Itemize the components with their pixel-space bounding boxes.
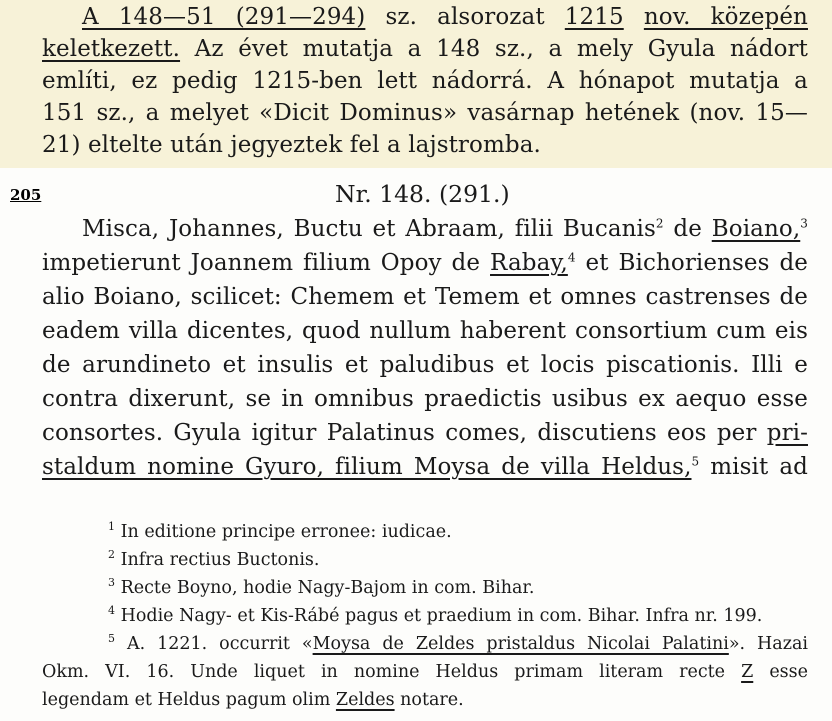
body-line-1: Misca, Johannes, Buctu et Abraam, filii Bucanis$^2$ de Boiano,$^3$ (82, 216, 808, 242)
footnote-5: $^5$ A. 1221. occurrit «Moysa de Zeldes pristaldus Nicolai Palatini». Hazai (108, 632, 808, 654)
intro-line-5: 21) eltelte után jegyeztek fel a lajstromba. (42, 132, 541, 158)
body-line-5: de arundineto et insulis et paludibus et locis piscationis. Illi e (42, 352, 808, 378)
intro-line-3: említi, ez pedig 1215-ben lett nádorrá. A hónapot mutatja a (42, 68, 808, 94)
intro-line-1: A 148—51 (291—294) sz. alsorozat 1215 nov. közepén (82, 4, 808, 30)
document-title: Nr. 148. (291.) (335, 180, 510, 208)
footnote-1: $^1$ In editione principe erronee: iudicae. (108, 520, 452, 542)
intro-line-2: keletkezett. Az évet mutatja a 148 sz., a mely Gyula nádort (42, 36, 808, 62)
footnote-5-line-3: legendam et Heldus pagum olim Zeldes notare. (42, 690, 464, 710)
body-line-4: eadem villa dicentes, quod nullum haberent consortium cum eis (42, 318, 808, 344)
body-line-7: consortes. Gyula igitur Palatinus comes, discutiens eos per pri- (42, 420, 808, 446)
body-line-2: impetierunt Joannem filium Opoy de Rabay,$^4$ et Bichorienses de (42, 250, 808, 276)
footnote-3: $^3$ Recte Boyno, hodie Nagy-Bajom in com. Bihar. (108, 576, 535, 598)
footnote-4: $^4$ Hodie Nagy- et Kis-Rábé pagus et praedium in com. Bihar. Infra nr. 199. (108, 604, 763, 626)
body-line-6: contra dixerunt, se in omnibus praedictis usibus ex aequo esse (42, 386, 808, 412)
page-number-link[interactable]: 205 (10, 186, 42, 204)
body-line-8: staldum nomine Gyuro, filium Moysa de villa Heldus,$^5$ misit ad (42, 454, 808, 480)
body-line-3: alio Boiano, scilicet: Chemem et Temem et omnes castrenses de (42, 284, 808, 310)
footnote-2: $^2$ Infra rectius Buctonis. (108, 548, 320, 570)
footnote-5-line-2: Okm. VI. 16. Unde liquet in nomine Heldus primam literam recte Z esse (42, 662, 808, 682)
intro-line-4: 151 sz., a melyet «Dicit Dominus» vasárnap hetének (nov. 15— (42, 100, 808, 126)
intro-section (0, 0, 832, 168)
